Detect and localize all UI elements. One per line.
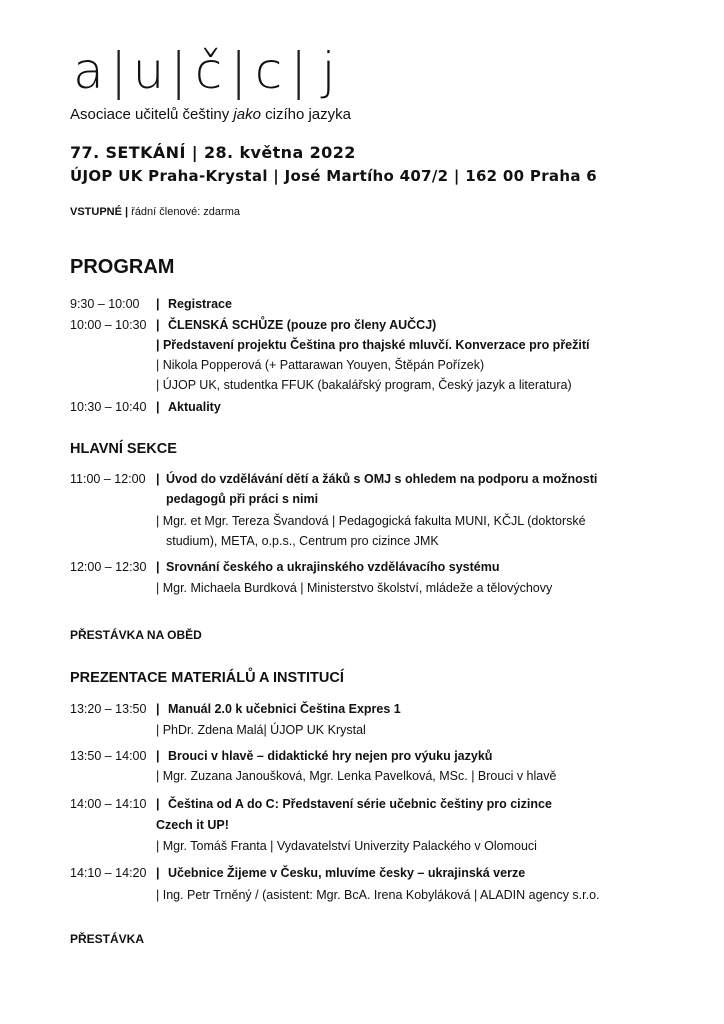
- main-item: Úvod do vzdělávání dětí a žáků s OMJ s ohledem na podporu a možnosti: [166, 472, 598, 486]
- pres-detail: | Mgr. Tomáš Franta | Vydavatelství Univerzity Palackého v Olomouci: [156, 839, 537, 853]
- program-bar: |: [156, 318, 160, 332]
- event-venue: ÚJOP UK Praha-Krystal | José Martího 407/2 | 162 00 Praha 6: [70, 167, 598, 185]
- program-item: | Představení projektu Čeština pro thajské mluvčí. Konverzace pro přežití: [156, 338, 590, 352]
- logo-separator: |: [170, 42, 188, 100]
- logo-separator: |: [290, 42, 308, 100]
- program-time: 10:00 – 10:30: [70, 318, 147, 332]
- pres-item: Manuál 2.0 k učebnici Čeština Expres 1: [168, 702, 401, 716]
- pres-item-cont: Czech it UP!: [156, 818, 229, 832]
- logo-subtitle-italic: jako: [233, 106, 261, 123]
- logo-separator: |: [230, 42, 248, 100]
- main-time: 12:00 – 12:30: [70, 560, 147, 574]
- fee-line: [70, 206, 240, 218]
- pres-bar: |: [156, 797, 160, 811]
- logo-subtitle-post: cizího jazyka: [260, 106, 351, 123]
- logo-letter: j: [321, 42, 337, 100]
- pres-detail: | Mgr. Zuzana Janoušková, Mgr. Lenka Pavelková, MSc. | Brouci v hlavě: [156, 769, 557, 783]
- main-detail-cont: studium), META, o.p.s., Centrum pro cizince JMK: [166, 534, 439, 548]
- fee-text: řádní členové: zdarma: [128, 206, 240, 218]
- program-item: Registrace: [168, 297, 232, 311]
- logo: [70, 42, 348, 100]
- pres-bar: |: [156, 866, 160, 880]
- program-bar: |: [156, 400, 160, 414]
- program-detail: | ÚJOP UK, studentka FFUK (bakalářský program, Český jazyk a literatura): [156, 378, 572, 392]
- logo-separator: |: [110, 42, 128, 100]
- main-item-cont: pedagogů při práci s nimi: [166, 492, 319, 506]
- pres-item: Brouci v hlavě – didaktické hry nejen pro výuku jazyků: [168, 749, 493, 763]
- logo-letter: č: [194, 42, 224, 100]
- pres-time: 14:00 – 14:10: [70, 797, 147, 811]
- pres-time: 13:50 – 14:00: [70, 749, 147, 763]
- main-item: Srovnání českého a ukrajinského vzdělávacího systému: [166, 560, 500, 574]
- pres-bar: |: [156, 702, 160, 716]
- main-detail: | Mgr. Michaela Burdková | Ministerstvo školství, mládeže a tělovýchovy: [156, 581, 553, 595]
- pres-item: Učebnice Žijeme v Česku, mluvíme česky – ukrajinská verze: [168, 866, 526, 880]
- logo-letter: u: [132, 42, 166, 100]
- pres-time: 14:10 – 14:20: [70, 866, 147, 880]
- logo-subtitle-pre: Asociace učitelů češtiny: [70, 106, 234, 123]
- program-time: 10:30 – 10:40: [70, 400, 147, 414]
- pres-detail: | Ing. Petr Trněný / (asistent: Mgr. BcA. Irena Kobyláková | ALADIN agency s.r.o.: [156, 888, 600, 902]
- pres-time: 13:20 – 13:50: [70, 702, 147, 716]
- program-heading: PROGRAM: [70, 256, 175, 278]
- pres-detail: | PhDr. Zdena Malá| ÚJOP UK Krystal: [156, 723, 366, 737]
- main-section-heading: HLAVNÍ SEKCE: [70, 441, 177, 457]
- program-bar: |: [156, 297, 160, 311]
- program-item: Aktuality: [168, 400, 221, 414]
- event-title: 77. SETKÁNÍ | 28. května 2022: [70, 143, 356, 162]
- program-time: 9:30 – 10:00: [70, 297, 140, 311]
- main-detail: | Mgr. et Mgr. Tereza Švandová | Pedagogická fakulta MUNI, KČJL (doktorské: [156, 514, 586, 528]
- program-detail: | Nikola Popperová (+ Pattarawan Youyen, Štěpán Pořízek): [156, 358, 485, 372]
- logo-letter: c: [254, 42, 284, 100]
- fee-label: VSTUPNÉ |: [70, 206, 129, 218]
- main-bar: |: [156, 472, 160, 486]
- logo-subtitle: [70, 106, 351, 123]
- lunch-break: PŘESTÁVKA NA OBĚD: [70, 628, 202, 642]
- main-time: 11:00 – 12:00: [70, 472, 146, 486]
- program-item: ČLENSKÁ SCHŮZE (pouze pro členy AUČCJ): [168, 318, 437, 332]
- break-label: PŘESTÁVKA: [70, 932, 145, 946]
- presentations-heading: PREZENTACE MATERIÁLŮ A INSTITUCÍ: [70, 670, 344, 686]
- main-bar: |: [156, 560, 160, 574]
- pres-bar: |: [156, 749, 160, 763]
- pres-item: Čeština od A do C: Představení série učebnic češtiny pro cizince: [168, 797, 552, 811]
- logo-letter: a: [73, 42, 105, 100]
